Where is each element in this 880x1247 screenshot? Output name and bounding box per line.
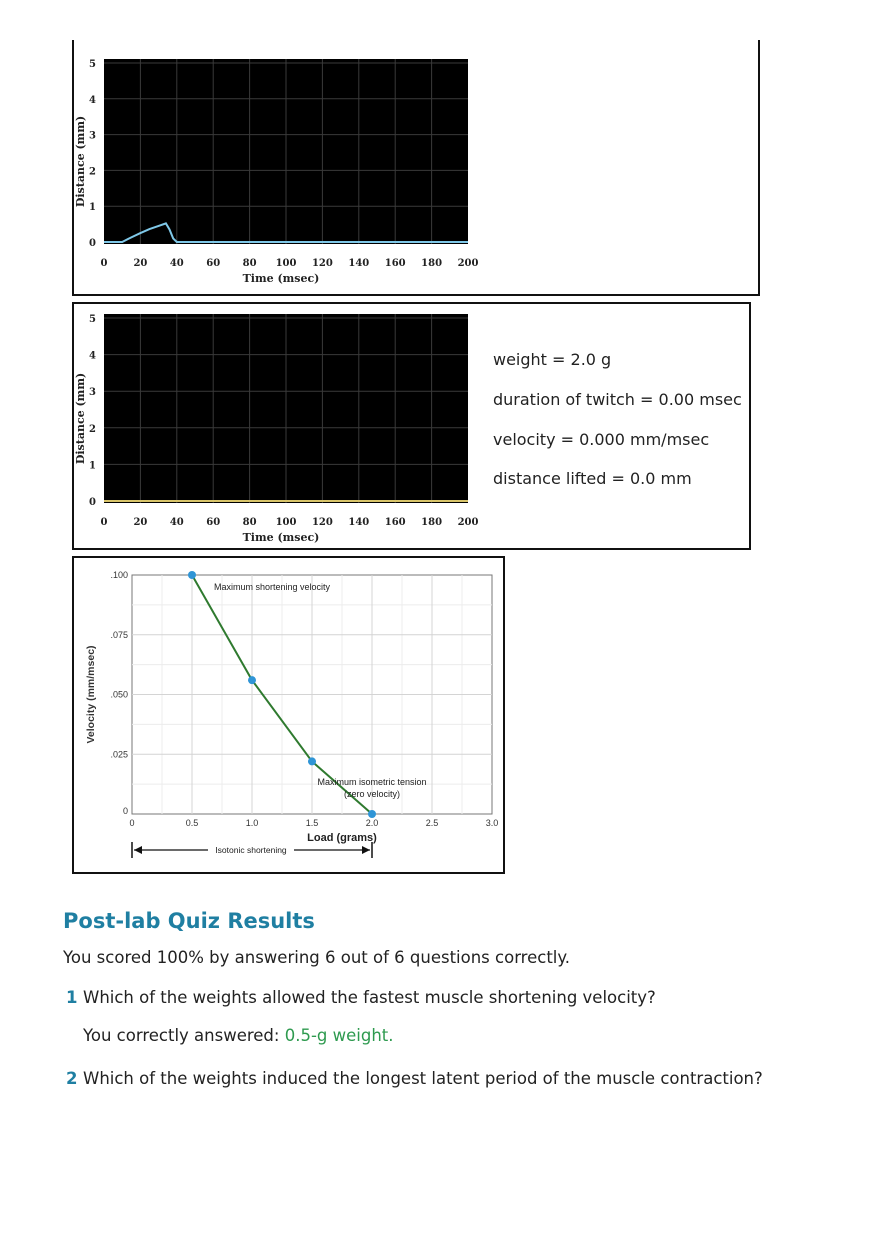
x-tick-label: 3.0 bbox=[485, 818, 499, 828]
isometric-annotation-line1: Maximum isometric tension bbox=[317, 777, 427, 787]
x-axis-label: Time (msec) bbox=[242, 272, 320, 285]
y-tick-label: 3 bbox=[89, 387, 96, 399]
x-tick-label: 2.5 bbox=[425, 818, 439, 828]
y-axis-label: Distance (mm) bbox=[74, 115, 87, 208]
data-point bbox=[368, 810, 376, 818]
velocity-readout: velocity = 0.000 mm/msec bbox=[493, 430, 710, 449]
x-tick-label: 160 bbox=[384, 258, 406, 269]
max-velocity-annotation: Maximum shortening velocity bbox=[214, 582, 331, 592]
y-tick-label: .025 bbox=[110, 749, 128, 760]
distance-time-graph-1 bbox=[74, 40, 758, 294]
data-point bbox=[188, 571, 196, 579]
x-tick-label: 0 bbox=[129, 818, 135, 828]
quiz-score-summary: You scored 100% by answering 6 out of 6 questions correctly. bbox=[63, 948, 571, 967]
y-tick-label: .050 bbox=[110, 689, 128, 700]
distance-time-graph-2 bbox=[74, 304, 749, 548]
twitch-graph-panel-1 bbox=[72, 40, 760, 296]
x-tick-label: 200 bbox=[457, 517, 479, 528]
y-axis-label: Distance (mm) bbox=[74, 372, 87, 465]
question-2-text: Which of the weights induced the longest latent period of the muscle contraction? bbox=[83, 1069, 763, 1088]
velocity-load-chart-panel bbox=[72, 556, 505, 874]
isometric-annotation-line2: (zero velocity) bbox=[343, 789, 401, 799]
y-tick-label: 5 bbox=[89, 59, 96, 70]
x-tick-label: 0 bbox=[100, 517, 108, 528]
x-tick-label: 160 bbox=[384, 517, 406, 528]
answer-prefix: You correctly answered: bbox=[83, 1026, 280, 1045]
question-1-text: Which of the weights allowed the fastest muscle shortening velocity? bbox=[83, 988, 656, 1007]
y-tick-label: 4 bbox=[89, 94, 96, 106]
y-tick-label: 3 bbox=[89, 130, 96, 142]
question-2-number: 2 bbox=[66, 1069, 78, 1088]
x-tick-label: 120 bbox=[311, 258, 333, 269]
x-tick-label: 0 bbox=[100, 258, 108, 269]
x-tick-label: 2.0 bbox=[365, 818, 379, 828]
x-tick-label: 1.0 bbox=[245, 818, 259, 828]
y-tick-label: .075 bbox=[110, 629, 128, 640]
x-axis-label: Time (msec) bbox=[242, 531, 320, 544]
question-1-answer bbox=[83, 1026, 394, 1045]
isotonic-shortening-label: Isotonic shortening bbox=[215, 845, 287, 855]
quiz-results-heading: Post-lab Quiz Results bbox=[63, 909, 315, 933]
x-tick-label: 180 bbox=[421, 258, 443, 269]
x-axis-label: Load (grams) bbox=[307, 832, 377, 844]
bracket-arrow-right bbox=[362, 846, 370, 854]
y-tick-label: 1 bbox=[89, 202, 96, 214]
x-tick-label: 1.5 bbox=[305, 818, 319, 828]
x-tick-label: 0.5 bbox=[185, 818, 199, 828]
y-tick-label: 0 bbox=[89, 497, 96, 508]
x-tick-label: 180 bbox=[421, 517, 443, 528]
correct-answer: 0.5-g weight. bbox=[284, 1026, 394, 1045]
y-tick-label: 0 bbox=[122, 806, 128, 816]
weight-readout: weight = 2.0 g bbox=[493, 350, 612, 369]
question-1-number: 1 bbox=[66, 988, 78, 1007]
distance-lifted-readout: distance lifted = 0.0 mm bbox=[493, 469, 692, 488]
y-tick-label: 1 bbox=[89, 460, 96, 472]
bracket-arrow-left bbox=[134, 846, 142, 854]
data-point bbox=[308, 757, 316, 765]
y-tick-label: 4 bbox=[89, 350, 96, 362]
x-tick-label: 100 bbox=[275, 258, 297, 269]
x-tick-label: 80 bbox=[242, 517, 257, 528]
x-tick-label: 60 bbox=[206, 258, 221, 269]
x-tick-label: 20 bbox=[133, 258, 148, 269]
x-tick-label: 80 bbox=[242, 258, 257, 269]
x-tick-label: 20 bbox=[133, 517, 148, 528]
data-point bbox=[248, 676, 256, 684]
y-tick-label: 5 bbox=[89, 314, 96, 325]
twitch-graph-panel-2 bbox=[72, 302, 751, 550]
x-tick-label: 200 bbox=[457, 258, 479, 269]
y-tick-label: 2 bbox=[89, 423, 96, 435]
x-tick-label: 140 bbox=[348, 258, 370, 269]
x-tick-label: 100 bbox=[275, 517, 297, 528]
y-axis-label: Velocity (mm/msec) bbox=[85, 645, 97, 744]
twitch-duration-readout: duration of twitch = 0.00 msec bbox=[493, 390, 742, 409]
y-tick-label: .100 bbox=[110, 570, 128, 580]
y-tick-label: 0 bbox=[89, 238, 96, 249]
velocity-load-chart bbox=[74, 558, 503, 872]
x-tick-label: 40 bbox=[169, 258, 184, 269]
y-tick-label: 2 bbox=[89, 166, 96, 178]
x-tick-label: 60 bbox=[206, 517, 221, 528]
x-tick-label: 40 bbox=[169, 517, 184, 528]
x-tick-label: 120 bbox=[311, 517, 333, 528]
x-tick-label: 140 bbox=[348, 517, 370, 528]
